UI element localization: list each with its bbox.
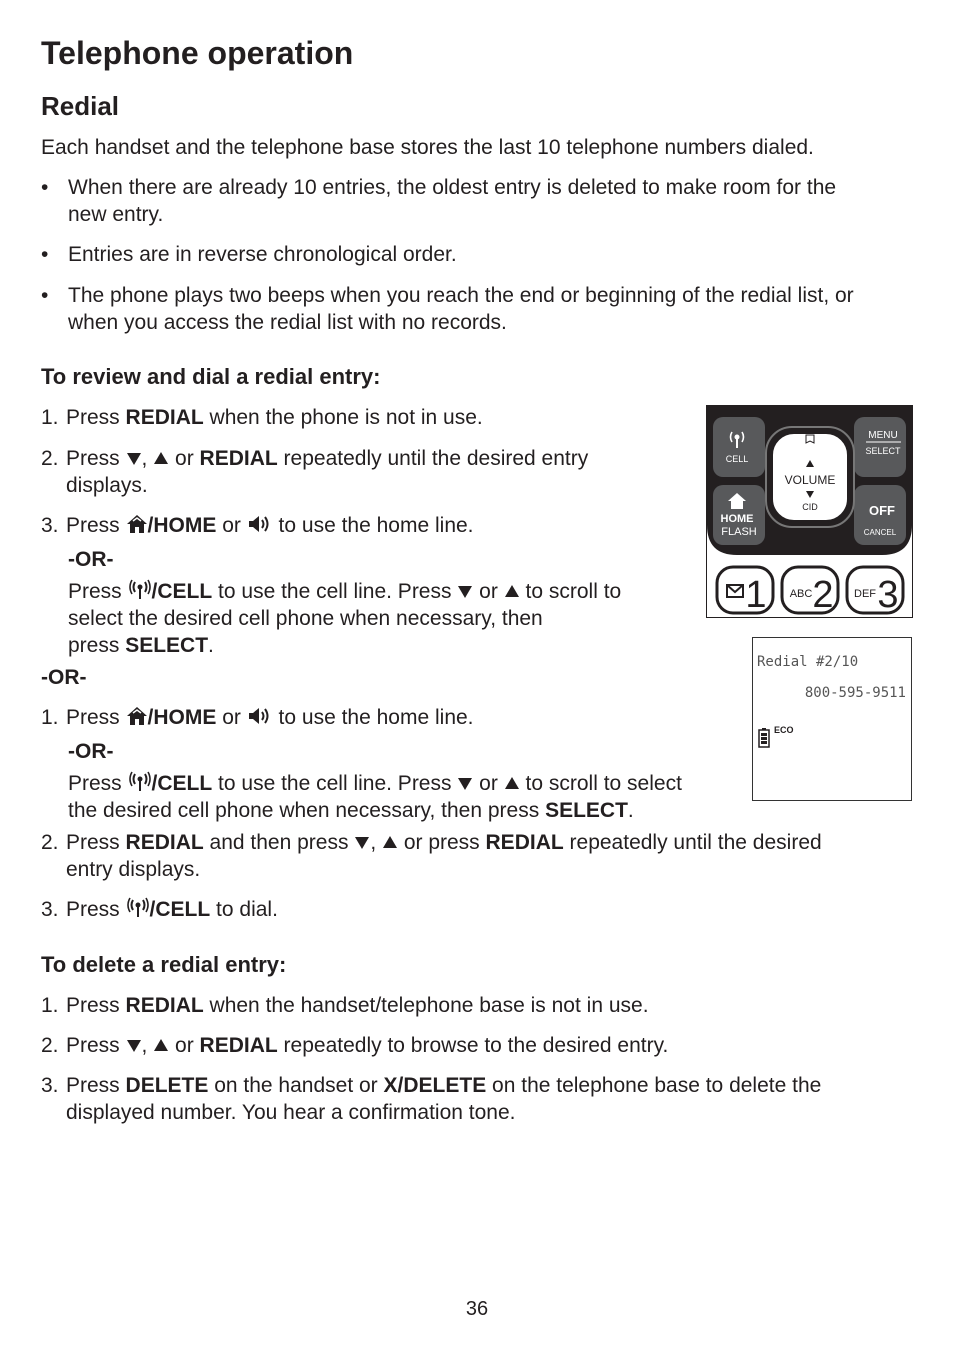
- or-separator: -OR-: [41, 666, 87, 689]
- review-heading: To review and dial a redial entry:: [41, 364, 381, 389]
- alt-step-2-cont: entry displays.: [66, 858, 201, 881]
- step-number: 1.: [41, 994, 59, 1017]
- bullet-dot: •: [41, 176, 49, 199]
- review-step-2-cont: displays.: [66, 474, 148, 497]
- key-2-label: 2: [812, 574, 834, 616]
- page-number: 36: [465, 1298, 489, 1320]
- intro-text: Each handset and the telephone base stores the last 10 telephone numbers dialed.: [41, 136, 814, 159]
- speaker-icon: [247, 513, 273, 535]
- section-title: Redial: [41, 91, 120, 121]
- handset-screen-illustration: [752, 637, 912, 801]
- cell-icon: [128, 579, 152, 601]
- eco-indicator: ECO: [774, 725, 794, 735]
- step-number: 3.: [41, 514, 59, 537]
- key-cid-label: CID: [802, 502, 818, 512]
- up-arrow-icon: [154, 452, 168, 464]
- review-step-3-cell-line-2: select the desired cell phone when necessary, then: [68, 607, 543, 630]
- delete-step-3: Press DELETE on the handset or X/DELETE on the telephone base to delete the: [66, 1074, 822, 1097]
- screen-line-2: 800-595-9511: [804, 685, 906, 701]
- down-arrow-icon: [127, 1040, 141, 1052]
- step-number: 1.: [41, 406, 59, 429]
- step-number: 2.: [41, 447, 59, 470]
- key-3-label: 3: [877, 574, 899, 616]
- review-step-1: Press REDIAL when the phone is not in use.: [66, 406, 483, 429]
- up-arrow-icon: [505, 585, 519, 597]
- bullet-2-line-1: Entries are in reverse chronological order.: [68, 243, 457, 266]
- cell-icon: [128, 771, 152, 793]
- bullet-dot: •: [41, 243, 49, 266]
- or-separator: -OR-: [68, 740, 114, 763]
- step-number: 1.: [41, 706, 59, 729]
- review-step-2: Press , or REDIAL repeatedly until the desired entry: [66, 447, 589, 470]
- key-1-label: 1: [745, 574, 767, 616]
- down-arrow-icon: [355, 837, 369, 849]
- alt-step-2: Press REDIAL and then press , or press REDIAL repeatedly until the desired: [66, 831, 822, 854]
- bullet-3-line-1: The phone plays two beeps when you reach the end or beginning of the redial list, or: [68, 284, 854, 307]
- cell-icon: [126, 897, 150, 919]
- handset-keypad-illustration: [706, 405, 913, 618]
- bullet-dot: •: [41, 284, 49, 307]
- key-cell-label: CELL: [725, 454, 749, 464]
- step-number: 2.: [41, 1034, 59, 1057]
- key-2-letters: ABC: [789, 588, 813, 600]
- screen-line-1: Redial #2/10: [757, 654, 859, 670]
- down-arrow-icon: [127, 453, 141, 465]
- down-arrow-icon: [458, 586, 472, 598]
- bullet-1-line-1: When there are already 10 entries, the oldest entry is deleted to make room for the: [68, 176, 837, 199]
- home-icon: [126, 705, 148, 727]
- or-separator: -OR-: [68, 548, 114, 571]
- key-select-label: SELECT: [865, 446, 901, 456]
- step-number: 2.: [41, 831, 59, 854]
- up-arrow-icon: [154, 1039, 168, 1051]
- step-number: 3.: [41, 1074, 59, 1097]
- review-step-3-cell-line-1: Press /CELL to use the cell line. Press or to scroll to: [68, 580, 622, 603]
- key-off-label: OFF: [869, 503, 895, 518]
- delete-heading: To delete a redial entry:: [41, 952, 287, 977]
- review-step-3-cell-line-3: press SELECT.: [68, 634, 214, 657]
- key-3-letters: DEF: [854, 588, 876, 600]
- page-title: Telephone operation: [41, 35, 354, 71]
- alt-step-1: Press /HOME or to use the home line.: [66, 706, 474, 729]
- key-cancel-label: CANCEL: [863, 528, 897, 537]
- delete-step-2: Press , or REDIAL repeatedly to browse to the desired entry.: [66, 1034, 669, 1057]
- delete-step-1: Press REDIAL when the handset/telephone base is not in use.: [66, 994, 649, 1017]
- home-icon: [126, 513, 148, 535]
- key-menu-label: MENU: [868, 430, 898, 441]
- up-arrow-icon: [383, 836, 397, 848]
- delete-step-3-cont: displayed number. You hear a confirmation tone.: [66, 1101, 516, 1124]
- alt-step-3: Press /CELL to dial.: [66, 898, 278, 921]
- key-volume-label: VOLUME: [784, 473, 836, 487]
- review-step-3: Press /HOME or to use the home line.: [66, 514, 474, 537]
- bullet-1-line-2: new entry.: [68, 203, 164, 226]
- key-flash-label: FLASH: [721, 526, 757, 538]
- step-number: 3.: [41, 898, 59, 921]
- alt-step-1-cell-line-2: the desired cell phone when necessary, then press SELECT.: [68, 799, 634, 822]
- key-home-label: HOME: [720, 513, 754, 525]
- alt-step-1-cell-line-1: Press /CELL to use the cell line. Press or to scroll to select: [68, 772, 682, 795]
- up-arrow-icon: [505, 777, 519, 789]
- down-arrow-icon: [458, 778, 472, 790]
- battery-icon: [758, 728, 770, 748]
- bullet-3-line-2: when you access the redial list with no records.: [68, 311, 507, 334]
- speaker-icon: [247, 705, 273, 727]
